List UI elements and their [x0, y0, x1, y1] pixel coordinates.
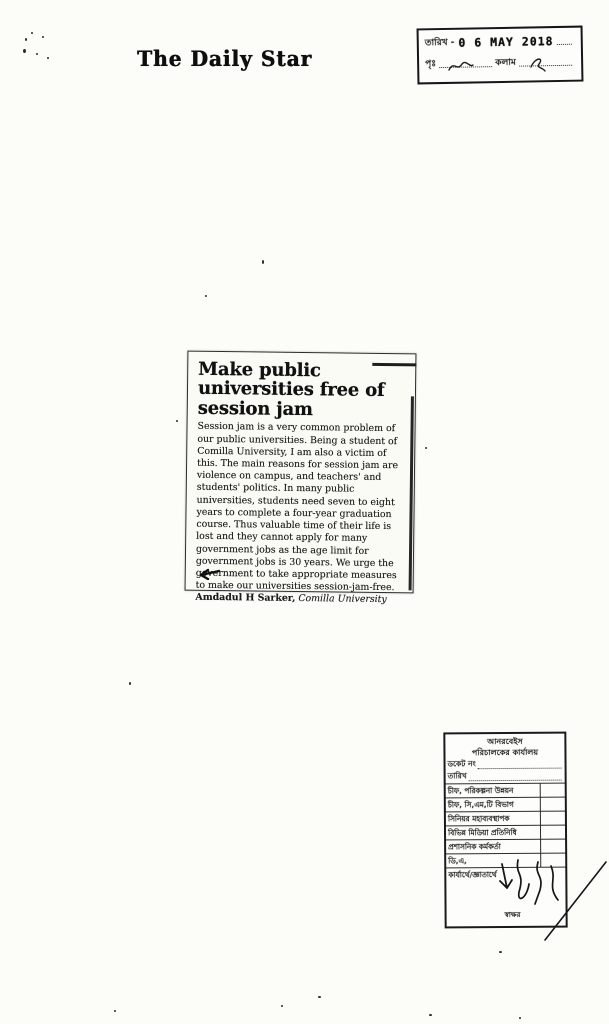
stamp-date-field — [446, 770, 565, 783]
clipping-torn-edge — [372, 363, 416, 367]
stamp-docket-field — [446, 758, 565, 771]
handwriting-mark-icon — [527, 54, 549, 74]
stamp-org-name — [445, 734, 564, 759]
stamp-org-line2: পরিচালকের কার্যালয় — [471, 747, 539, 758]
action-label: কার্যার্থে/জ্ঞাতার্থে — [448, 869, 497, 879]
article-body: Session jam is a very common problem of our public universities. Being a student of Comilla University, I am also a victim of this. The main reasons for session jam are violence on campus, and teachers' and students' politics. In many public universities, students need seven to eight years to complete a four-year graduation course. Thus valuable time of their life is lost and they cannot apply for many government jobs as the age limit for government jobs is 30 years. We urge the government to take appropriate measures to make our universities session-jam-free. — [195, 421, 399, 594]
handwriting-mark-icon — [446, 57, 476, 75]
routing-row-checkbox-cell — [540, 811, 565, 824]
stamp-org-line1: আনরবেইস — [487, 736, 523, 747]
dotted-leader — [478, 767, 562, 769]
routing-row-label: সিনিয়র মহাব্যবস্থাপক — [447, 813, 510, 823]
routing-row — [446, 810, 565, 825]
ink-speck — [129, 682, 131, 685]
date-stamp-box — [417, 26, 584, 85]
routing-row-label: বিভিন্ন মিডিয়া প্রতিনিধি — [447, 827, 517, 837]
page-number-label: পৃঃ — [425, 59, 437, 70]
ink-speck — [318, 996, 321, 998]
newspaper-masthead: The Daily Star — [137, 46, 313, 71]
article-affiliation: Comilla University — [298, 593, 387, 606]
ink-speck — [36, 53, 38, 55]
ink-speck — [429, 1014, 432, 1016]
ink-speck — [25, 38, 27, 41]
article-byline — [195, 592, 400, 607]
ink-speck — [425, 447, 427, 449]
ink-speck — [176, 420, 178, 422]
date-value: 0 6 MAY 2018 — [458, 34, 554, 50]
clipping-torn-edge — [409, 396, 414, 590]
routing-row-label: চীফ, সি,এম,টি বিভাগ — [447, 799, 514, 809]
routing-row-checkbox-cell — [540, 783, 565, 796]
routing-row-checkbox-cell — [540, 797, 565, 810]
ink-speck — [42, 36, 44, 38]
ink-speck — [519, 1017, 521, 1019]
column-label: কলাম — [495, 57, 517, 69]
ink-speck — [281, 1005, 283, 1007]
newspaper-clipping — [185, 351, 417, 606]
routing-row — [446, 796, 565, 811]
routing-row-label: প্রশাসনিক কর্মকর্তা — [448, 841, 501, 851]
ink-speck — [205, 295, 207, 297]
routing-row — [446, 782, 565, 797]
annotation-arrow-icon — [194, 567, 222, 580]
ink-speck — [114, 1010, 116, 1012]
routing-row-checkbox-cell — [540, 839, 565, 852]
dotted-leader — [557, 44, 572, 45]
article-headline: Make public universities free of session jam — [197, 358, 385, 421]
routing-row-checkbox-cell — [540, 825, 565, 838]
article-author: Amdadul H Sarker, — [195, 592, 296, 605]
routing-row — [446, 838, 565, 853]
date-stamp-row-date — [425, 33, 575, 51]
ink-speck — [47, 57, 49, 59]
dotted-leader — [469, 779, 562, 781]
signature-label: স্বাক্ষর — [504, 910, 521, 919]
docket-label: ডকেট নং — [447, 758, 476, 768]
ink-speck — [499, 951, 502, 953]
routing-row-label: ডি,এ, — [448, 855, 467, 865]
stamp-date-label: তারিখ — [447, 770, 467, 780]
date-label: তারিখ - — [424, 37, 455, 49]
routing-row-label: চীফ, পরিকল্পনা উন্নয়ন — [447, 785, 514, 795]
ink-speck — [262, 260, 264, 264]
routing-row — [446, 824, 565, 839]
ink-speck — [31, 32, 33, 34]
pen-stroke-icon — [540, 856, 609, 944]
ink-speck — [23, 49, 26, 53]
